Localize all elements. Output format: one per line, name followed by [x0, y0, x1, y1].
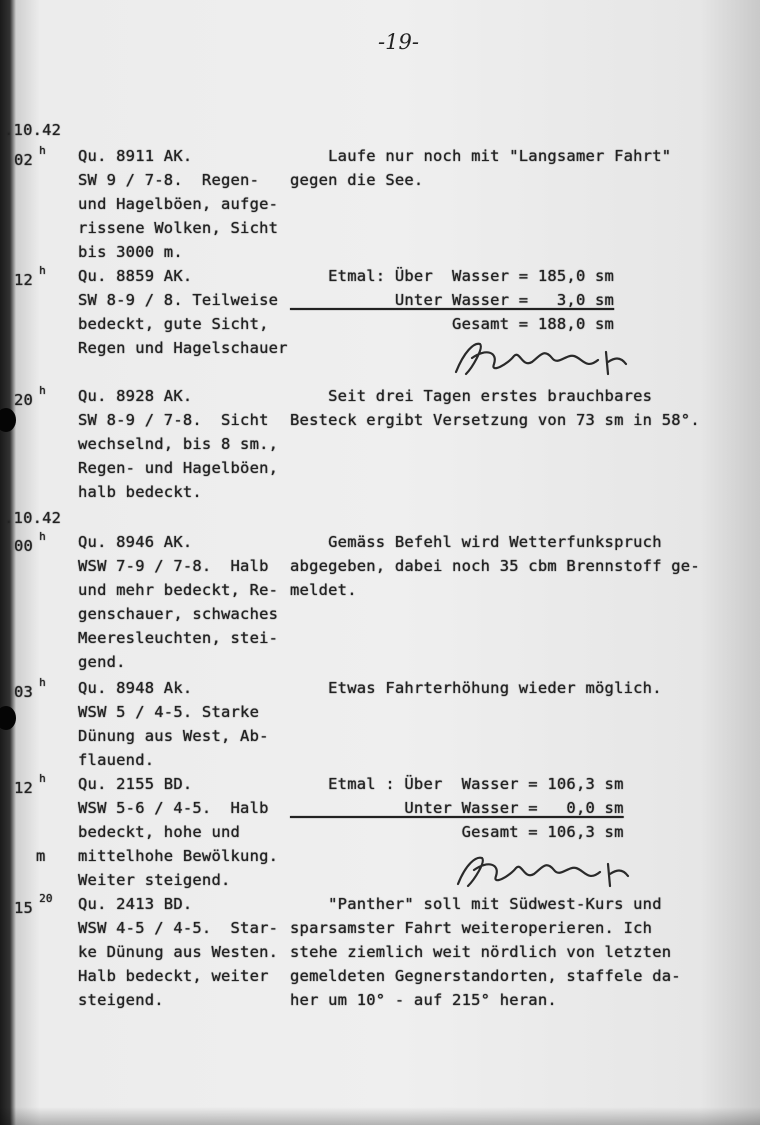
weather-line: flauend. — [78, 751, 155, 769]
event-line: Laufe nur noch mit "Langsamer Fahrt" — [290, 147, 672, 165]
weather-line: gend. — [78, 653, 126, 671]
weather-line: SW 8-9 / 8. Teilweise — [78, 291, 279, 309]
weather-line: mittelhohe Bewölkung. — [78, 847, 279, 865]
margin-mark: m — [36, 847, 46, 865]
etmal-line: Unter Wasser = 3,0 sm — [290, 291, 615, 309]
entry-time: 02$^h$ — [14, 144, 46, 170]
etmal-line: Gesamt = 188,0 sm — [290, 315, 615, 333]
weather-line: Qu. 8911 AK. — [78, 147, 193, 165]
event-line: Seit drei Tagen erstes brauchbares — [290, 387, 653, 405]
weather-line: Regen- und Hagelböen, — [78, 459, 279, 477]
event-line: Gemäss Befehl wird Wetterfunkspruch — [290, 533, 662, 551]
weather-line: bedeckt, gute Sicht, — [78, 315, 269, 333]
weather-line: WSW 5 / 4-5. Starke — [78, 703, 260, 721]
weather-line: SW 8-9 / 7-8. Sicht — [78, 411, 269, 429]
event-line: Besteck ergibt Versetzung von 73 sm in 58°. — [290, 411, 700, 429]
weather-line: Qu. 8859 AK. — [78, 267, 193, 285]
weather-line: Qu. 8948 Ak. — [78, 679, 193, 697]
weather-line: Dünung aus West, Ab- — [78, 727, 269, 745]
etmal-line: Etmal : Über Wasser = 106,3 sm — [290, 775, 624, 793]
etmal-line: Unter Wasser = 0,0 sm — [290, 799, 624, 817]
etmal-line: Gesamt = 106,3 sm — [290, 823, 624, 841]
weather-line: und mehr bedeckt, Re- — [78, 581, 279, 599]
event-line: her um 10° - auf 215° heran. — [290, 991, 557, 1009]
event-line: abgegeben, dabei noch 35 cbm Brennstoff ge- — [290, 557, 700, 575]
entry-date: .10.42 — [4, 121, 62, 139]
weather-line: Weiter steigend. — [78, 871, 231, 889]
etmal-line: Etmal: Über Wasser = 185,0 sm — [290, 267, 615, 285]
weather-line: wechselnd, bis 8 sm., — [78, 435, 279, 453]
entry-time: 00$^h$ — [14, 530, 46, 556]
weather-line: ke Dünung aus Westen. — [78, 943, 279, 961]
signature — [450, 334, 670, 384]
weather-line: Regen und Hagelschauer — [78, 339, 288, 357]
weather-line: Qu. 2155 BD. — [78, 775, 193, 793]
weather-line: rissene Wolken, Sicht — [78, 219, 279, 237]
entry-time: $15^{20}$ — [14, 892, 53, 918]
page-number: -19- — [378, 30, 419, 54]
weather-line: Qu. 8928 AK. — [78, 387, 193, 405]
weather-line: WSW 4-5 / 4-5. Star- — [78, 919, 279, 937]
entry-time: 20$^h$ — [14, 384, 46, 410]
event-line: meldet. — [290, 581, 357, 599]
weather-line: SW 9 / 7-8. Regen- — [78, 171, 260, 189]
weather-line: halb bedeckt. — [78, 483, 202, 501]
weather-line: Qu. 2413 BD. — [78, 895, 193, 913]
weather-line: Halb bedeckt, weiter — [78, 967, 269, 985]
event-line: "Panther" soll mit Südwest-Kurs und — [290, 895, 662, 913]
weather-line: genschauer, schwaches — [78, 605, 279, 623]
entry-date: .10.42 — [4, 509, 62, 527]
weather-line: bedeckt, hohe und — [78, 823, 241, 841]
weather-line: WSW 7-9 / 7-8. Halb — [78, 557, 269, 575]
weather-line: steigend. — [78, 991, 164, 1009]
binder-hole — [0, 706, 16, 730]
event-line: gegen die See. — [290, 171, 424, 189]
weather-line: bis 3000 m. — [78, 243, 183, 261]
event-line: sparsamster Fahrt weiteroperieren. Ich — [290, 919, 653, 937]
weather-line: WSW 5-6 / 4-5. Halb — [78, 799, 269, 817]
weather-line: und Hagelböen, aufge- — [78, 195, 279, 213]
event-line: Etwas Fahrterhöhung wieder möglich. — [290, 679, 662, 697]
event-line: gemeldeten Gegnerstandorten, staffele da- — [290, 967, 681, 985]
weather-line: Meeresleuchten, stei- — [78, 629, 279, 647]
entry-time: 03$^h$ — [14, 676, 46, 702]
entry-time: 12$^h$ — [14, 264, 46, 290]
weather-line: Qu. 8946 AK. — [78, 533, 193, 551]
signature — [450, 848, 670, 894]
event-line: stehe ziemlich weit nördlich von letzten — [290, 943, 672, 961]
entry-time: 12$^h$ — [14, 772, 46, 798]
